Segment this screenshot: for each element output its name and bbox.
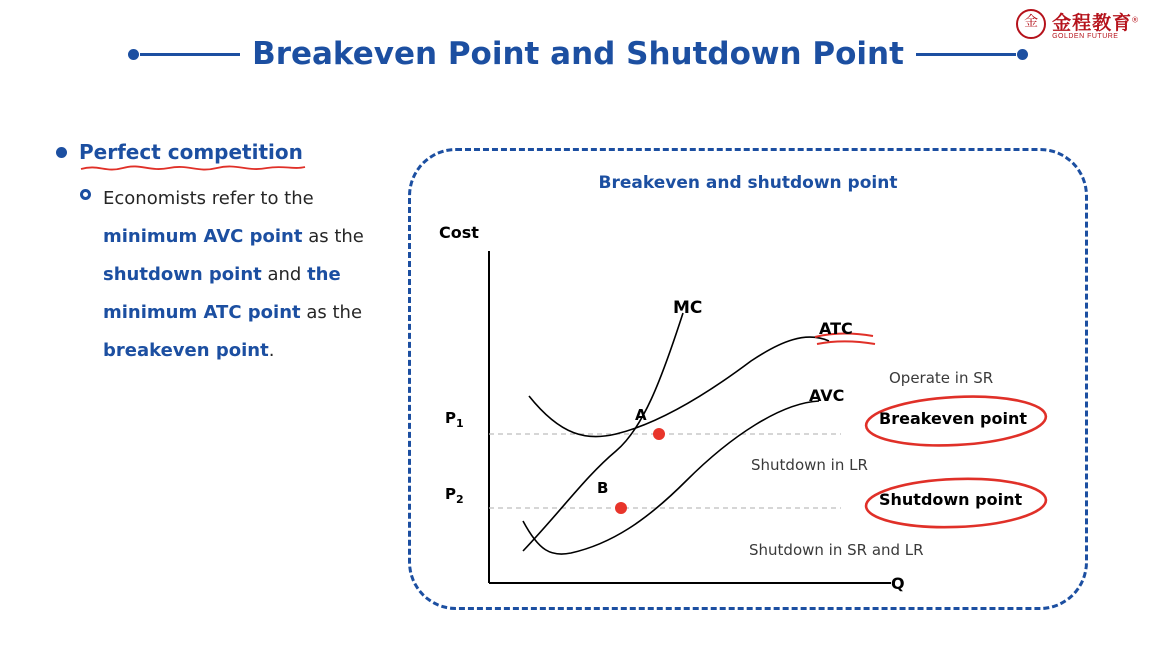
page-title: Breakeven Point and Shutdown Point xyxy=(252,36,904,72)
b2-part3: and xyxy=(261,264,308,285)
b2-bold3: the minimum ATC point xyxy=(103,264,341,323)
b2-part2: as the xyxy=(302,226,364,247)
region-label-shutdown-sr-lr: Shutdown in SR and LR xyxy=(749,541,924,559)
price-label-p1 xyxy=(445,409,464,430)
region-label-shutdown-lr: Shutdown in LR xyxy=(751,456,868,474)
axis-label-cost: Cost xyxy=(439,223,479,242)
price-label-p2 xyxy=(445,485,464,506)
p2-letter: P xyxy=(445,485,456,503)
logo-name-en: GOLDEN FUTURE xyxy=(1052,33,1119,40)
p1-letter: P xyxy=(445,409,456,427)
bullet-level1 xyxy=(56,140,406,164)
title-rule-right xyxy=(916,53,1016,56)
point-b-marker xyxy=(615,502,627,514)
curve-label-atc: ATC xyxy=(819,319,853,338)
point-a-marker xyxy=(653,428,665,440)
logo-mark-icon: 金 xyxy=(1016,9,1046,39)
curve-label-avc: AVC xyxy=(809,386,845,405)
b2-part5: . xyxy=(268,340,275,361)
underline-squiggle-icon xyxy=(79,163,307,173)
p2-subscript: 2 xyxy=(456,493,464,506)
annotation-shutdown-point: Shutdown point xyxy=(879,490,1023,509)
atc-underline-2 xyxy=(817,341,875,344)
bullet-list xyxy=(56,140,406,370)
b2-bold4: breakeven point xyxy=(103,340,269,361)
b2-bold1: minimum AVC point xyxy=(103,226,303,247)
page-title-row xyxy=(0,36,1156,72)
b2-part4: as the xyxy=(300,302,363,323)
bullet-level1-label xyxy=(79,140,303,164)
region-label-operate-sr: Operate in SR xyxy=(889,369,994,387)
b2-bold2: shutdown point xyxy=(103,264,262,285)
point-label-a: A xyxy=(635,406,647,424)
chart-title: Breakeven and shutdown point xyxy=(598,173,898,193)
p1-subscript: 1 xyxy=(456,417,464,430)
curve-label-mc: MC xyxy=(673,298,703,318)
bullet-level2-label xyxy=(103,180,383,370)
axis-label-q: Q xyxy=(891,574,905,593)
logo-name-cn: 金程教育 xyxy=(1052,12,1133,34)
chart-panel xyxy=(408,148,1088,610)
bullet-circle-icon xyxy=(80,189,91,200)
bullet-dot-icon xyxy=(56,147,67,158)
b2-part1: Economists refer to the xyxy=(103,188,314,209)
annotation-breakeven-point: Breakeven point xyxy=(879,409,1028,428)
curve-atc xyxy=(529,337,829,437)
title-rule-left xyxy=(140,53,240,56)
curve-avc xyxy=(523,401,819,554)
bullet-level2 xyxy=(80,180,406,370)
point-label-b: B xyxy=(597,479,609,497)
bullet-level1-text: Perfect competition xyxy=(79,140,303,164)
logo-registered-mark: ® xyxy=(1132,15,1138,25)
